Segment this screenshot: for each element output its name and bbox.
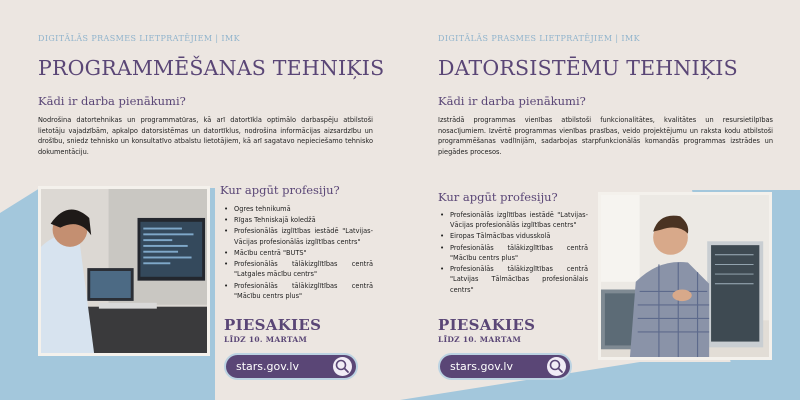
list-item: • Eiropas Tālmācības vidusskolā: [440, 231, 588, 241]
list-item: • Ogres tehnikumā: [224, 204, 373, 214]
photo-technician: [598, 192, 772, 360]
list-item: • Profesionālās tālākizglītības centrā "Mācību centrs plus": [224, 281, 373, 301]
duties-heading: Kādi ir darba pienākumi?: [38, 94, 186, 108]
where-heading: Kur apgūt profesiju?: [438, 190, 558, 204]
website-text: stars.gov.lv: [236, 360, 299, 373]
list-item: • Profesionālās izglītības iestādē "Latvijas-Vācijas profesionālās izglītības centrs": [224, 226, 373, 246]
where-list: [440, 210, 588, 296]
job-title: DATORSISTĒMU TEHNIĶIS: [438, 56, 738, 80]
job-title: PROGRAMMĒŠANAS TEHNIĶIS: [38, 56, 385, 80]
list-item: • Rīgas Tehniskajā koledžā: [224, 215, 373, 225]
apply-heading: PIESAKIES: [224, 316, 322, 334]
website-link[interactable]: [224, 353, 358, 380]
list-item: • Profesionālās tālākizglītības centrā "Mācību centrs plus": [440, 243, 588, 263]
deadline: LĪDZ 10. MARTAM: [438, 335, 522, 344]
duties-text: Nodrošina datortehnikas un programmatūras, kā arī datortīkla optimālo darbaspēju atbilstoši lietotāju vajadzībām, apkalpo datorsistēmas un datortīklus, nodrošina informācijas aizsardzību un drošību, sniedz tehnisko un konsultatīvo atbalstu lietotājiem, kā arī sagatavo nepieciešamo tehnisko dokumentāciju.: [38, 116, 373, 157]
where-list: [224, 204, 373, 302]
magnifier-icon: [547, 357, 566, 376]
list-item: • Profesionālās izglītības iestādē "Latvijas-Vācijas profesionālās izglītības centrs": [440, 210, 588, 230]
list-item: • Profesionālās tālākizglītības centrā "Latgales mācību centrs": [224, 259, 373, 279]
list-item: • Mācību centrā "BUTS": [224, 248, 373, 258]
list-item: • Profesionālās tālākizglītības centrā "Latvijas Tālmācības profesionālais centrs": [440, 264, 588, 295]
website-link[interactable]: [438, 353, 572, 380]
tagline: DIGITĀLĀS PRASMES LIETPRATĒJIEM | IMK: [38, 34, 240, 43]
where-heading: Kur apgūt profesiju?: [220, 183, 340, 197]
duties-text: Izstrādā programmas vienības atbilstoši funkcionalitātes, kvalitātes un resursietilpības nosacījumiem. Izvērtē programmas vienības prasības, veido projektējumu un raksta kodu atbilstoši programmēšanas vadlīnijām, sadarbojas starpfunkcionālās komandās programmas izstrādes un piegādes procesos.: [438, 116, 773, 157]
tagline: DIGITĀLĀS PRASMES LIETPRATĒJIEM | IMK: [438, 34, 640, 43]
website-text: stars.gov.lv: [450, 360, 513, 373]
magnifier-icon: [333, 357, 352, 376]
right-poster: [400, 0, 800, 400]
deadline: LĪDZ 10. MARTAM: [224, 335, 308, 344]
duties-heading: Kādi ir darba pienākumi?: [438, 94, 586, 108]
apply-heading: PIESAKIES: [438, 316, 536, 334]
photo-programmer: [38, 186, 210, 356]
